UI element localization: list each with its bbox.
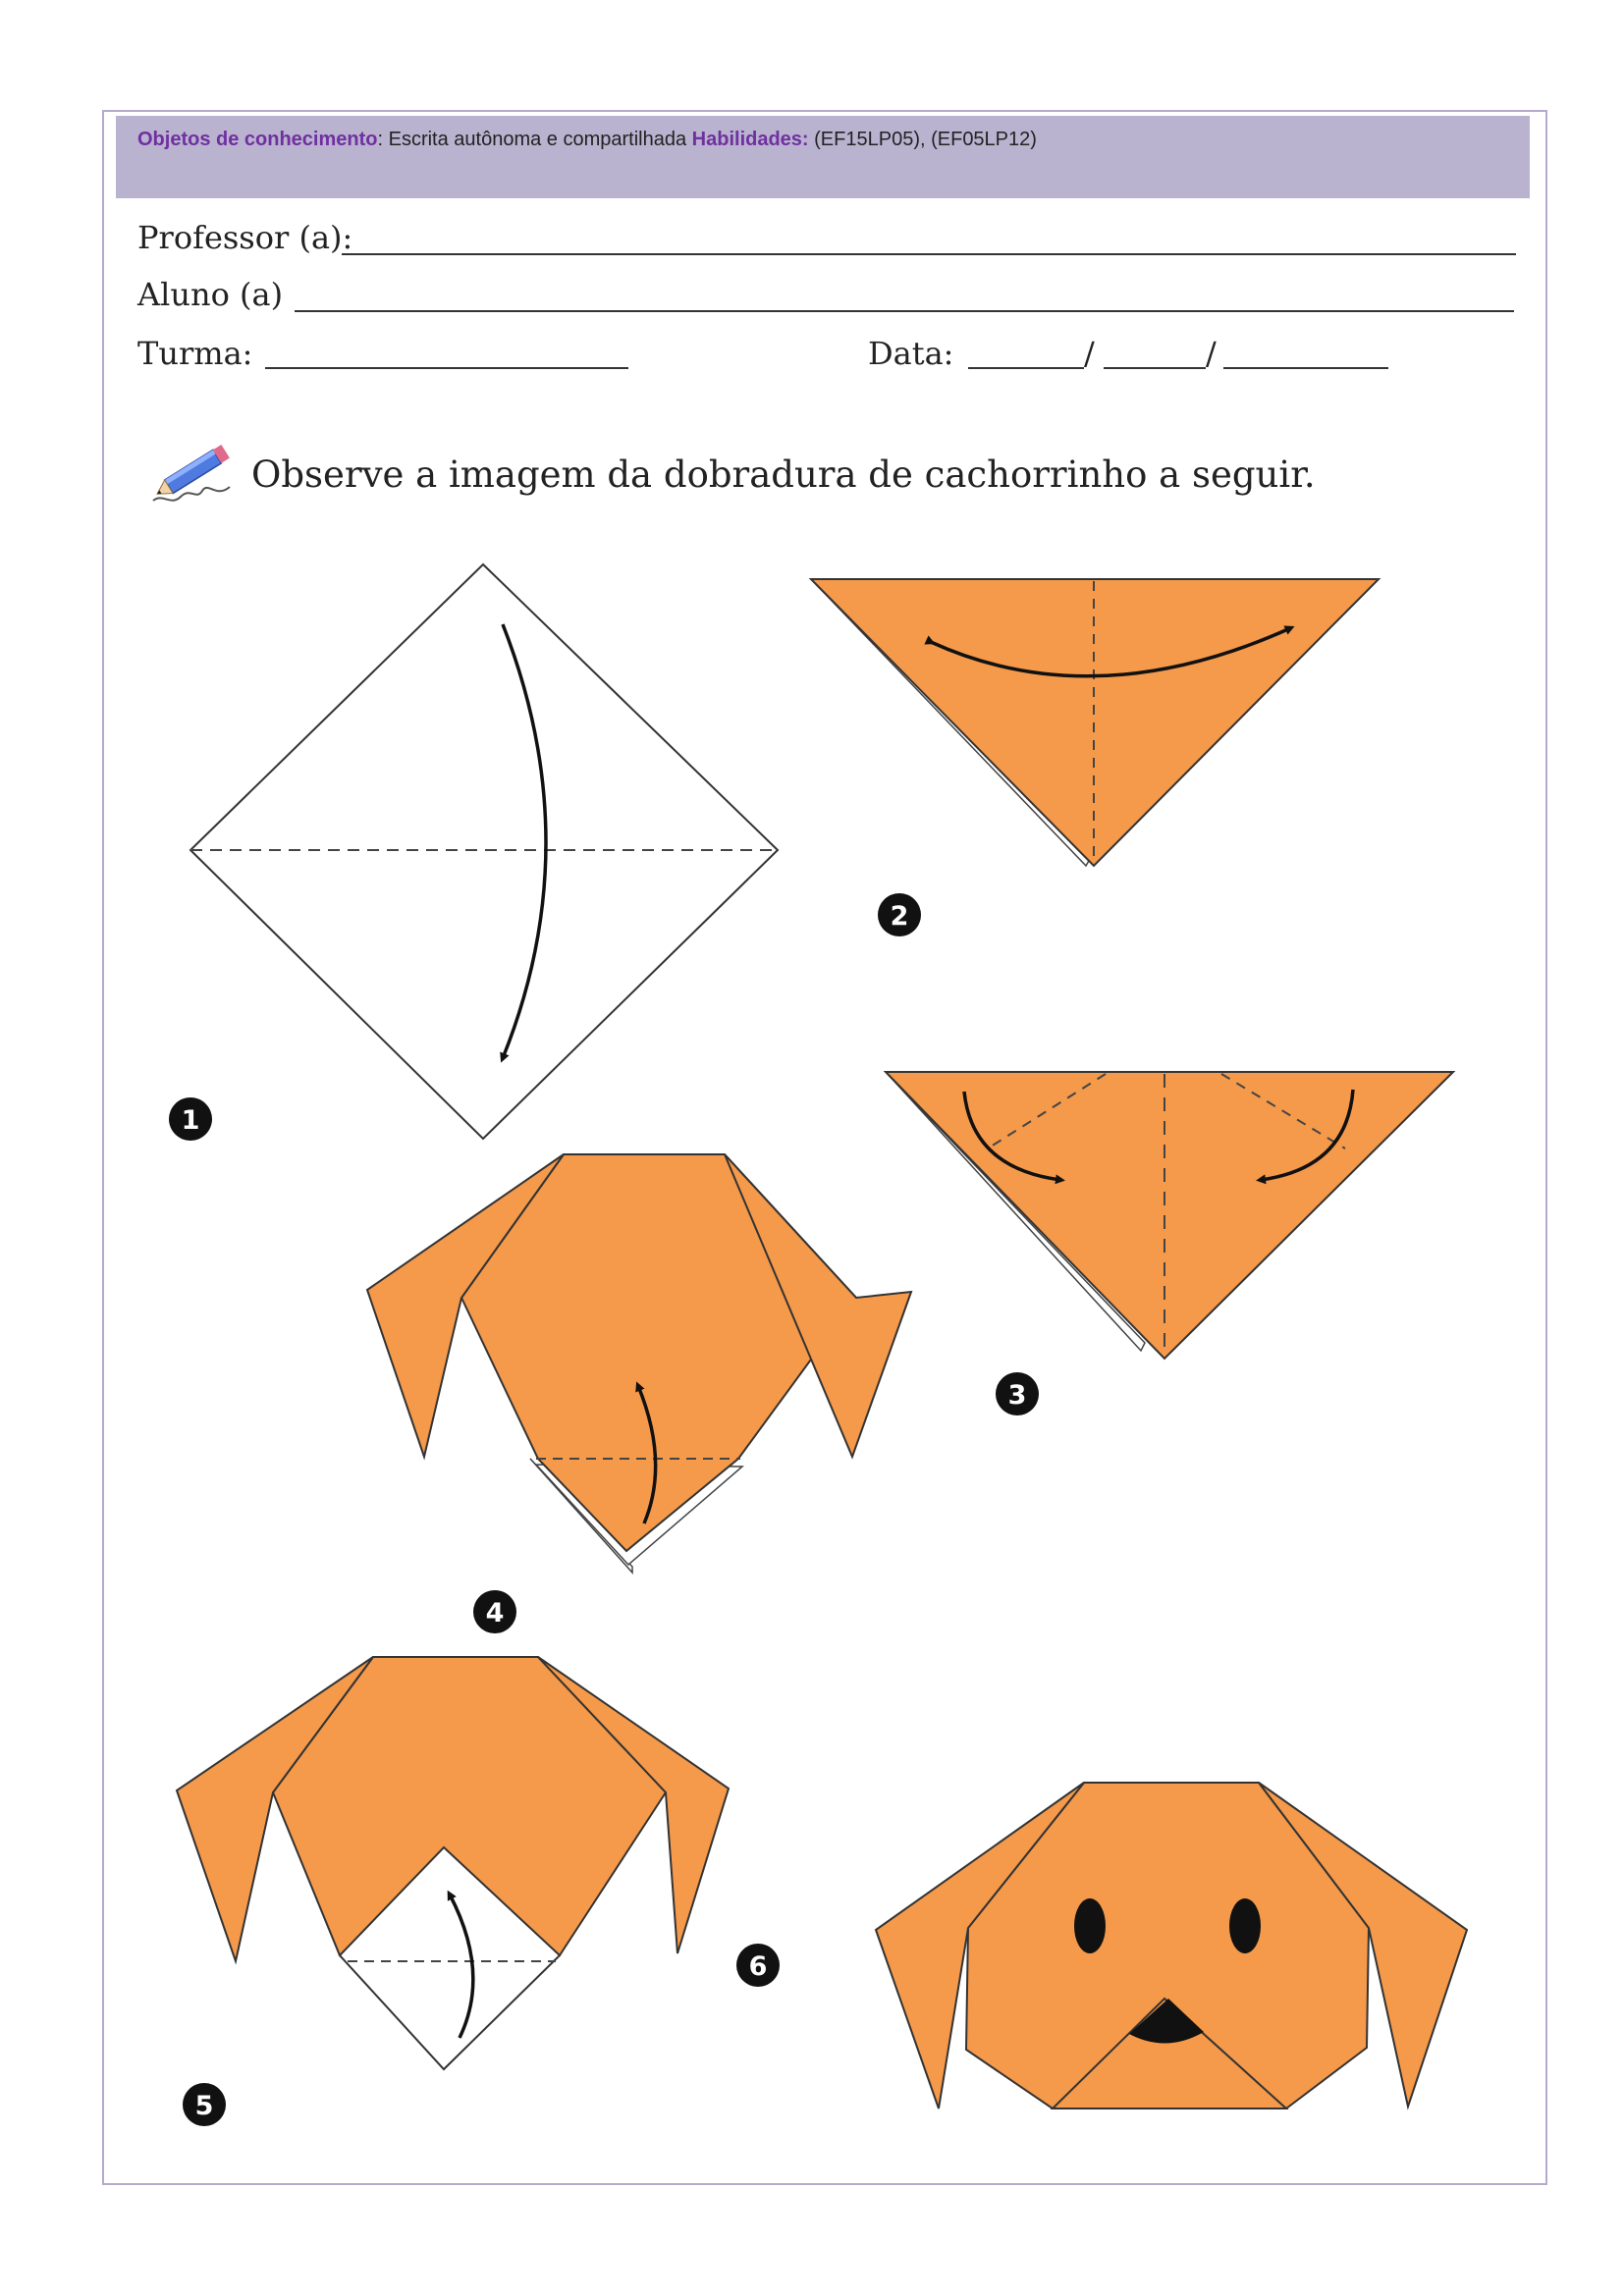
step-3-diagram [886, 1072, 1453, 1415]
habilidades-value: (EF15LP05), (EF05LP12) [808, 129, 1037, 150]
objetos-value: Escrita autônoma e compartilhada [388, 129, 692, 150]
aluno-label: Aluno (a) [137, 276, 284, 313]
step-1-number: 1 [181, 1105, 200, 1136]
dog-eye-right [1229, 1898, 1261, 1953]
objetos-label: Objetos de conhecimento [137, 129, 378, 150]
date-separator: / [1206, 335, 1217, 372]
step-1-diagram [169, 564, 778, 1141]
step-3-number: 3 [1007, 1380, 1027, 1411]
habilidades-label: Habilidades: [691, 129, 809, 150]
step-6-diagram [736, 1783, 1467, 2109]
objetos-sep: : [377, 129, 389, 150]
step-4-number: 4 [485, 1598, 505, 1629]
step-4-diagram [367, 1154, 911, 1633]
step-6-number: 6 [748, 1951, 768, 1982]
instruction-text: Observe a imagem da dobradura de cachorrinho a seguir. [251, 454, 1316, 496]
dog-eye-left [1074, 1898, 1106, 1953]
date-separator: / [1084, 335, 1095, 372]
step-5-diagram [177, 1657, 729, 2126]
data-label: Data: [868, 335, 954, 372]
step-2-number: 2 [890, 901, 909, 932]
step-5-number: 5 [194, 2091, 214, 2121]
professor-label: Professor (a): [137, 219, 353, 256]
turma-label: Turma: [137, 335, 253, 372]
step-2-diagram [811, 579, 1379, 936]
